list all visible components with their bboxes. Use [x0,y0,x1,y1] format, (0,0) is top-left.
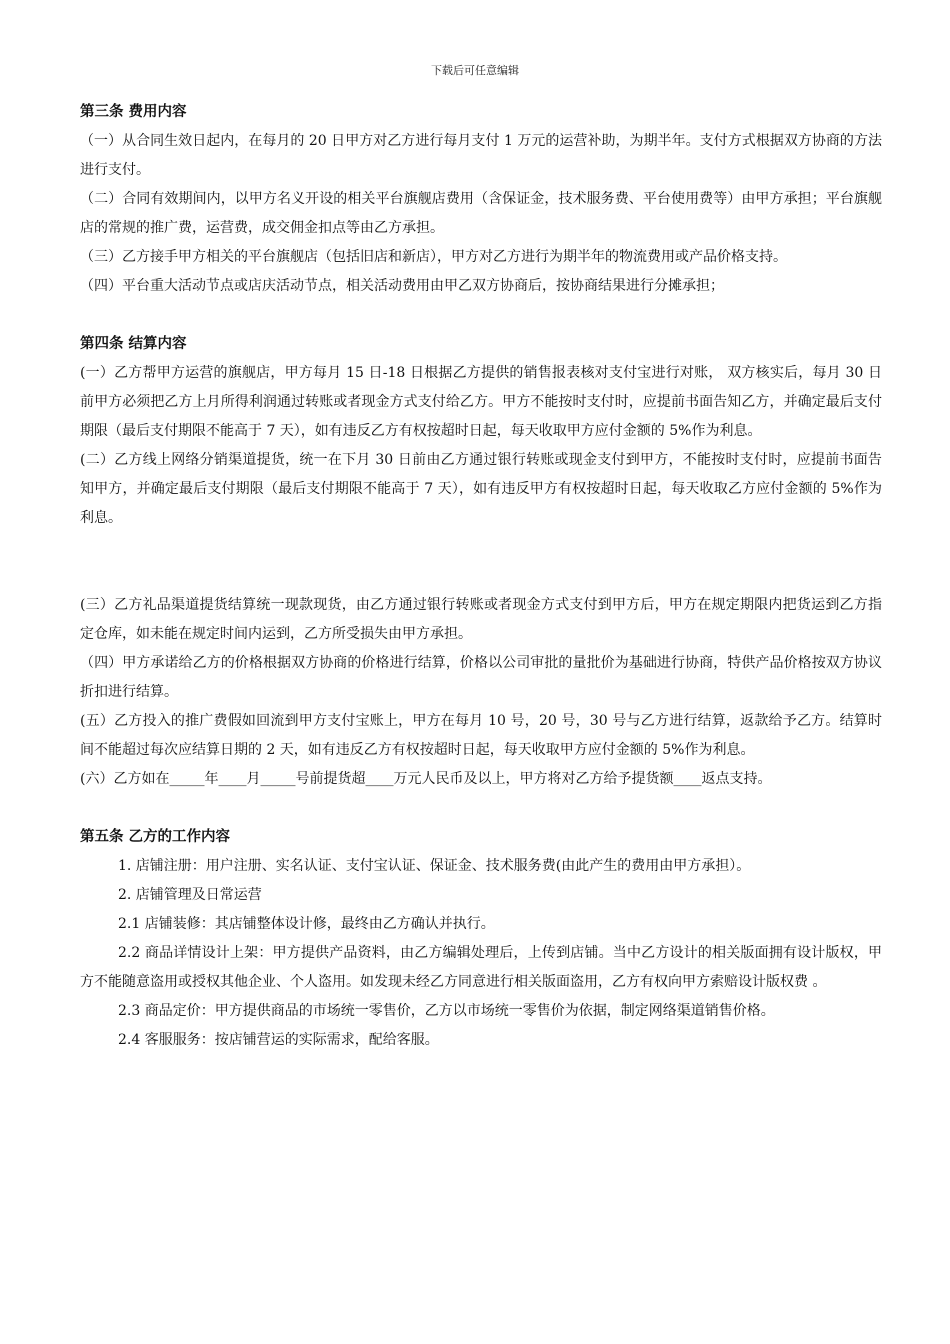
section-3-item-1: （一）从合同生效日起内，在每月的 20 日甲方对乙方进行每月支付 1 万元的运营补助，为期半年。支付方式根据双方协商的方法进行支付。 [80,133,882,178]
section-4-title: 第四条 结算内容 [80,336,187,352]
section-4-item-3: (三）乙方礼品渠道提货结算统一现款现货，由乙方通过银行转账或者现金方式支付到甲方后，甲方在规定期限内把货运到乙方指定仓库，如未能在规定时间内运到，乙方所受损失由甲方承担。 [80,597,882,642]
section-4-item-6: (六）乙方如在_____年____月_____号前提货超____万元人民币及以上，甲方将对乙方给予提货额____返点支持。 [80,771,772,787]
section-3-item-4: （四）平台重大活动节点或店庆活动节点，相关活动费用由甲乙双方协商后，按协商结果进行分摊承担； [80,278,724,294]
section-5-item-2-1: 2.1 店铺装修：其店铺整体设计修，最终由乙方确认并执行。 [118,916,495,932]
section-4-item-4: （四）甲方承诺给乙方的价格根据双方协商的价格进行结算，价格以公司审批的量批价为基础进行协商，特供产品价格按双方协议折扣进行结算。 [80,655,882,700]
spacer [80,533,882,591]
section-3-item-3: （三）乙方接手甲方相关的平台旗舰店（包括旧店和新店），甲方对乙方进行为期半年的物流费用或产品价格支持。 [80,249,787,265]
spacer [80,301,882,330]
section-4-item-1: (一）乙方帮甲方运营的旗舰店，甲方每月 15 日-18 日根据乙方提供的销售报表核对支付宝进行对账， 双方核实后，每月 30 日前甲方必须把乙方上月所得利润通过转账或者现金方式支付给乙方。甲方不能按时支付时，应提前书面告知乙方，并确定最后支付期限（最后支付期限不能高于 7 天），如有违反乙方有权按超时日起，每天收取甲方应付金额的 5%作为利息。 [80,365,882,439]
section-5-title: 第五条 乙方的工作内容 [80,829,231,845]
section-5-item-2-3: 2.3 商品定价：甲方提供商品的市场统一零售价，乙方以市场统一零售价为依据，制定网络渠道销售价格。 [118,1003,775,1019]
section-3-item-2: （二）合同有效期间内，以甲方名义开设的相关平台旗舰店费用（含保证金，技术服务费、平台使用费等）由甲方承担；平台旗舰店的常规的推广费，运营费，成交佣金扣点等由乙方承担。 [80,191,882,236]
section-5-item-2: 2. 店铺管理及日常运营 [118,887,262,903]
section-5-item-2-2: 2.2 商品详情设计上架：甲方提供产品资料，由乙方编辑处理后，上传到店铺。当中乙方设计的相关版面拥有设计版权，甲方不能随意盗用或授权其他企业、个人盗用。如发现未经乙方同意进行相关版面盗用，乙方有权向甲方索赔设计版权费 。 [80,945,882,990]
section-4-item-5: (五）乙方投入的推广费假如回流到甲方支付宝账上，甲方在每月 10 号，20 号，30 号与乙方进行结算，返款给予乙方。结算时间不能超过每次应结算日期的 2 天，如有违反乙方有权按超时日起，每天收取甲方应付金额的 5%作为利息。 [80,713,882,758]
section-5-item-1: 1. 店铺注册：用户注册、实名认证、支付宝认证、保证金、技术服务费(由此产生的费用由甲方承担）。 [118,858,751,874]
section-3-title: 第三条 费用内容 [80,104,187,120]
document-body [80,98,882,1055]
page-header: 下载后可任意编辑 [431,64,519,77]
section-5-item-2-4: 2.4 客服服务：按店铺营运的实际需求，配给客服。 [118,1032,439,1048]
spacer [80,794,882,823]
section-4-item-2: (二）乙方线上网络分销渠道提货，统一在下月 30 日前由乙方通过银行转账或现金支付到甲方，不能按时支付时，应提前书面告知甲方，并确定最后支付期限（最后支付期限不能高于 7 天），如有违反甲方有权按超时日起，每天收取乙方应付金额的 5%作为利息。 [80,452,882,526]
